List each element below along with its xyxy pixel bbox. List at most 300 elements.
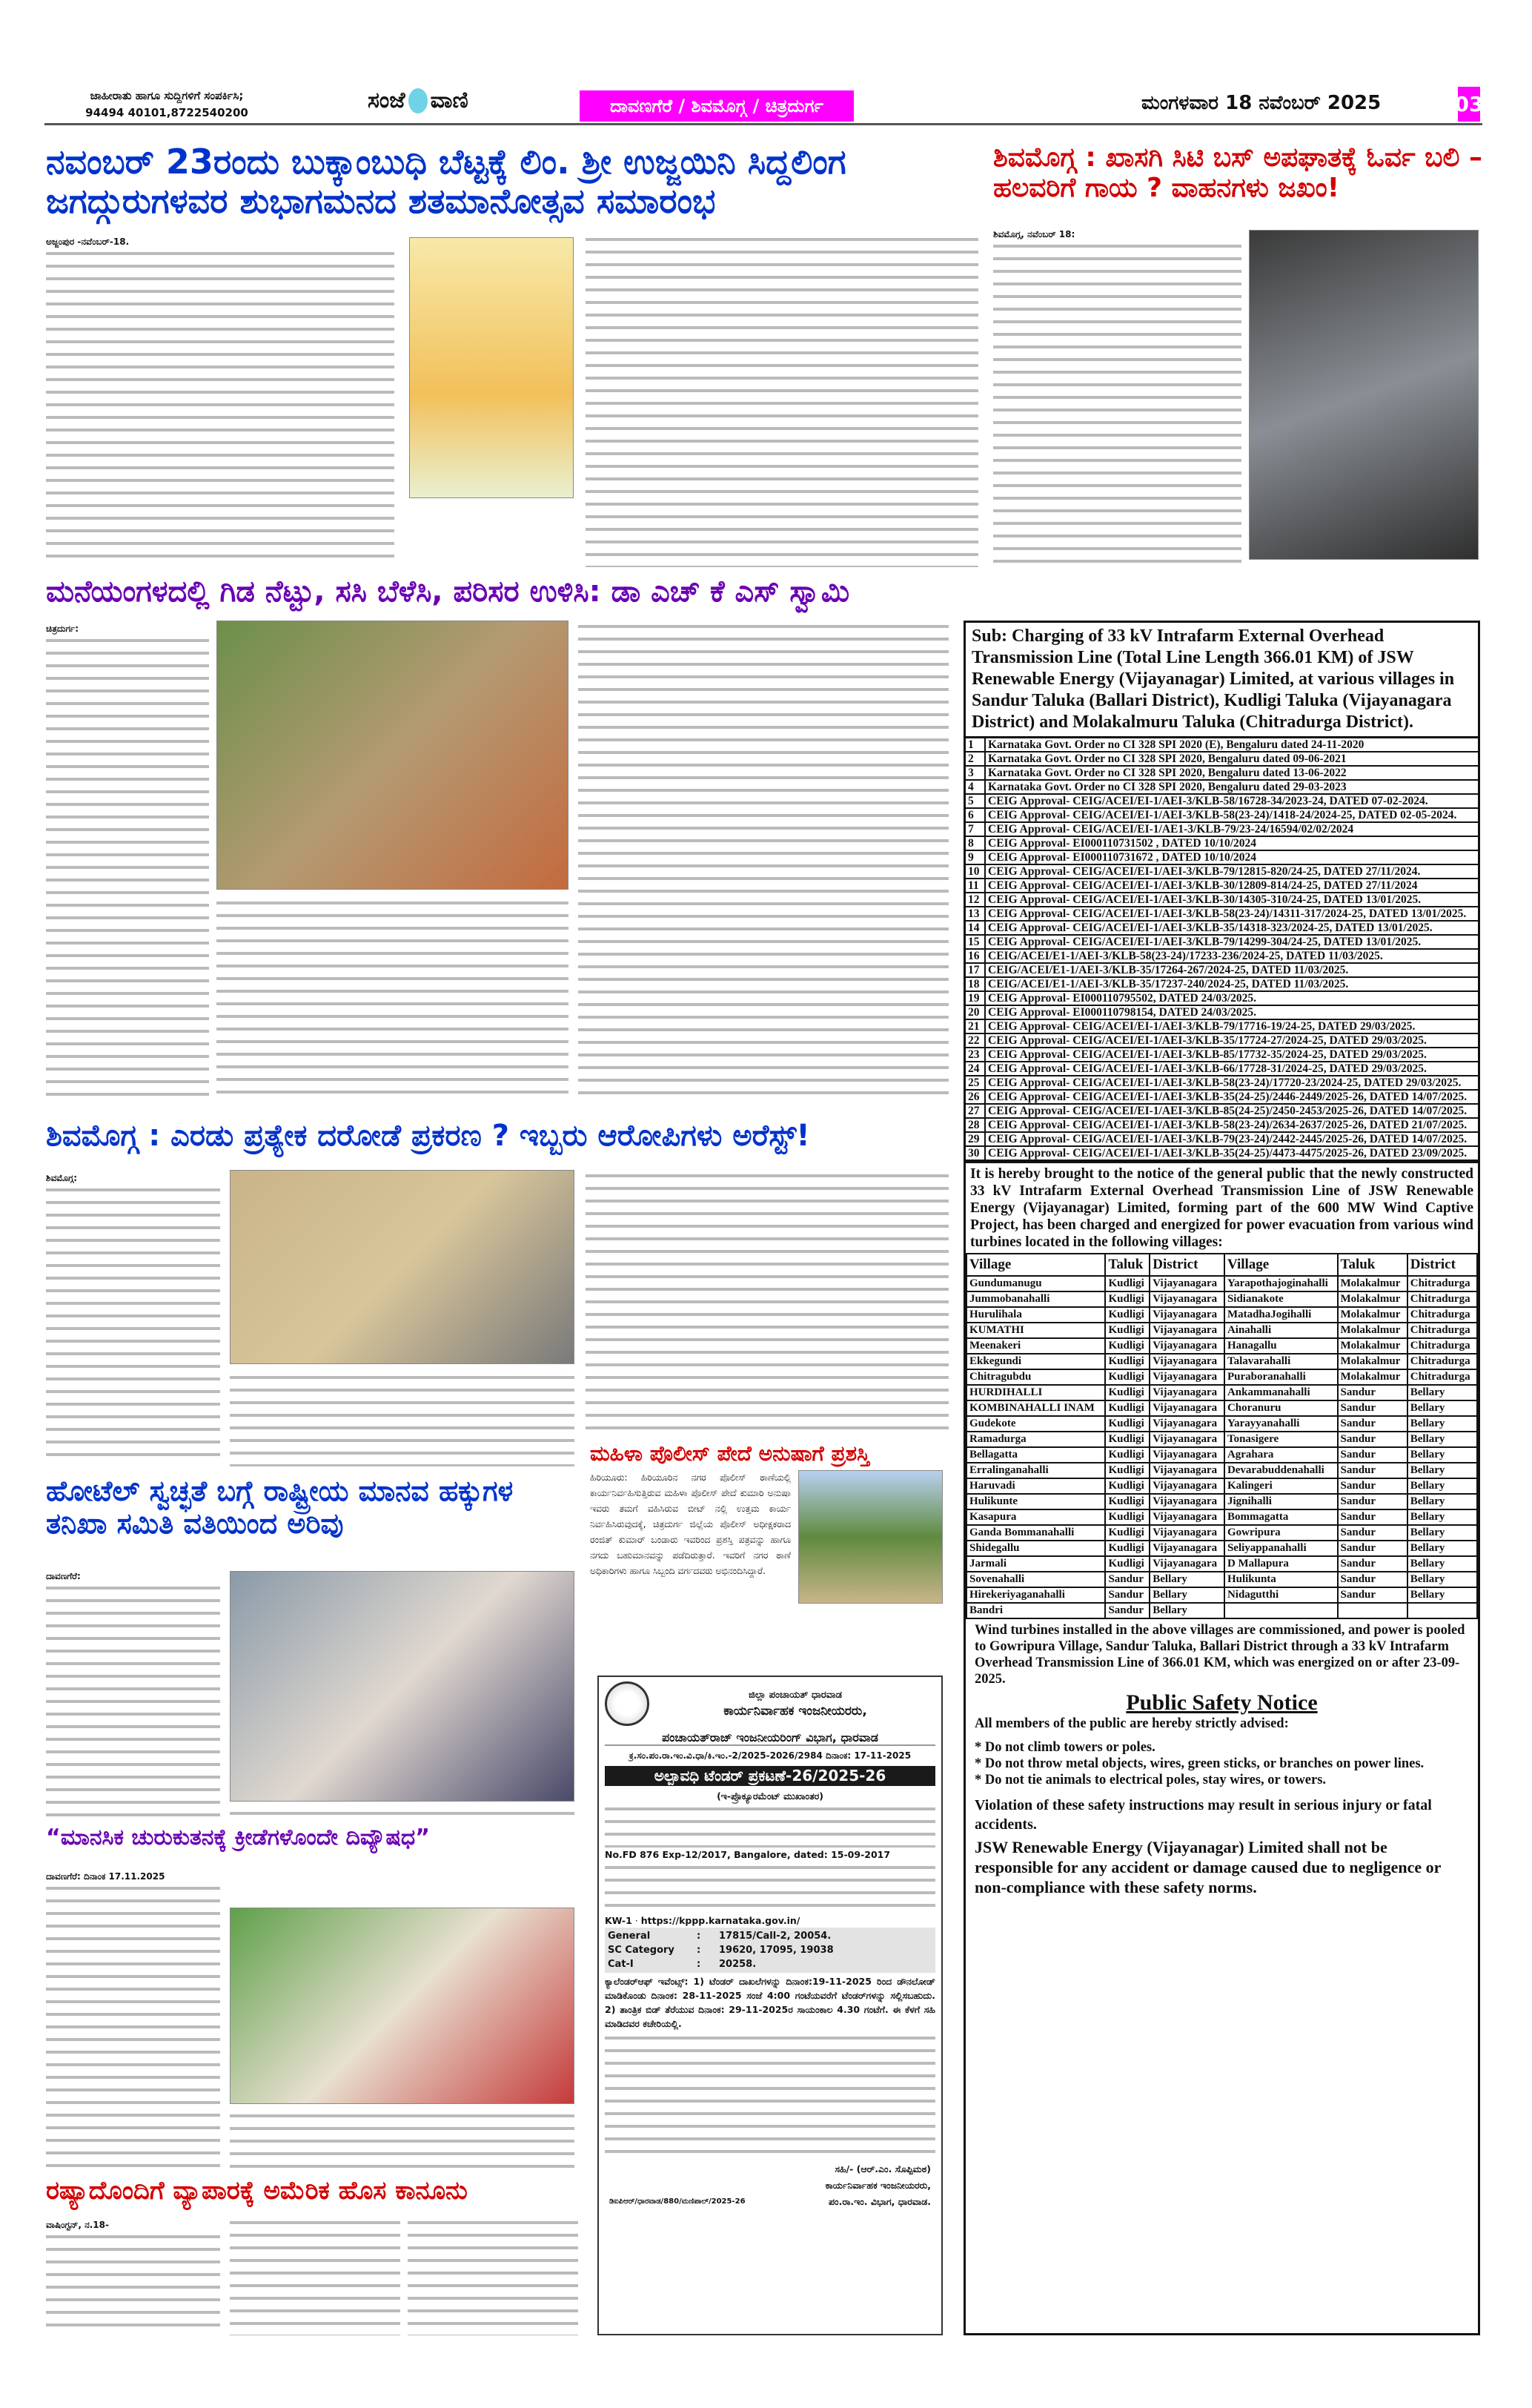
- village-cell: Shidegallu: [966, 1541, 1105, 1556]
- body-text: [230, 1807, 574, 1822]
- reference-number: 2: [966, 752, 985, 766]
- village-cell: Vijayanagara: [1150, 1354, 1224, 1369]
- reference-row: [966, 893, 1478, 907]
- police-photo: [230, 1170, 574, 1364]
- village-cell: Bellagatta: [966, 1447, 1105, 1463]
- headline-us-russia-law: ರಷ್ಯಾದೊಂದಿಗೆ ವ್ಯಾಪಾರಕ್ಕೆ ಅಮೆರಿಕ ಹೊಸ ಕಾನೂನು: [46, 2176, 468, 2206]
- reference-row: [966, 836, 1478, 850]
- reference-row: [966, 822, 1478, 836]
- violation-text: Violation of these safety instructions may result in serious injury or fatal accidents.: [975, 1797, 1432, 1833]
- village-cell: Kudligi: [1105, 1525, 1150, 1541]
- reference-number: 1: [966, 738, 985, 752]
- reference-number: 28: [966, 1118, 985, 1132]
- reference-number: 3: [966, 766, 985, 780]
- village-cell: Sandur: [1338, 1494, 1407, 1509]
- category-values: 19620, 17095, 19038: [719, 1945, 834, 1956]
- tender-title: ಅಲ್ಪಾವಧಿ ಟೆಂಡರ್ ಪ್ರಕಟಣೆ-26/2025-26: [605, 1766, 935, 1786]
- pooling-text: Wind turbines installed in the above villages are commissioned, and power is pooled to Gowripura Village, Sandur Taluka, Ballari District through a 33 kV Intrafarm Overhead Transmission Line of 366.01 KM, which was energized on or after 23-09-2025.: [975, 1623, 1465, 1687]
- headline-sports: “ಮಾನಸಿಕ ಚುರುಕುತನಕ್ಕೆ ಕ್ರೀಡೆಗಳೊಂದೇ ದಿವ್ಯೌಷಧ”: [46, 1825, 430, 1850]
- reference-number: 17: [966, 963, 985, 977]
- tender-body: No.FD 876 Exp-12/2017, Bangalore, dated: 15-09-2017 KW-1 · https://kppp.karnataka.gov.in/: [599, 1803, 941, 1928]
- village-row: [966, 1525, 1477, 1541]
- tender-calendar: ಕ್ಯಾಲೆಂಡರ್‌ಆಫ್ ಇವೆಂಟ್ಸ್: 1) ಟೆಂಡರ್ ದಾಖಲೆಗಳನ್ನು ದಿನಾಂಕ:19-11-2025 ರಿಂದ ಡೌನಲೋಡ್ ಮಾಡಿಕೊಂಡು ದಿನಾಂಕ: 28-11-2025 ಸಂಜೆ 4:00 ಗಂಟೆಯವರೆಗೆ ಟೆಂಡರ್‌ಗಳನ್ನು ಸಲ್ಲಿಸಬಹುದು. 2) ತಾಂತ್ರಿಕ ಬಿಡ್ ತೆರೆಯುವ ದಿನಾಂಕ: 29-11-2025ರ ಸಾಯಂಕಾಲ 4.30 ಗಂಟೆಗೆ. ಈ ಕೆಳಗೆ ಸಹಿ ಮಾಡಿದವರ ಕಚೇರಿಯಲ್ಲಿ.: [605, 1976, 935, 2029]
- reference-row: [966, 1033, 1478, 1048]
- reference-number: 24: [966, 1062, 985, 1076]
- tender-category-row: [608, 1929, 932, 1943]
- disclaimer-text: JSW Renewable Energy (Vijayanagar) Limited shall not be responsible for any accident or damage caused due to negligence or non-compliance with these safety norms.: [975, 1838, 1442, 1896]
- safety-rule: * Do not throw metal objects, wires, green sticks, or branches on power lines.: [975, 1756, 1425, 1771]
- village-cell: Vijayanagara: [1150, 1556, 1224, 1572]
- body-text: [993, 240, 1241, 566]
- village-cell: Vijayanagara: [1150, 1385, 1224, 1400]
- village-cell: Kudligi: [1105, 1354, 1150, 1369]
- reference-row: [966, 977, 1478, 991]
- village-cell: Nidagutthi: [1224, 1587, 1338, 1603]
- village-cell: Seliyappanahalli: [1224, 1541, 1338, 1556]
- reference-text: CEIG Approval- CEIG/ACEI/EI-1/AEI-3/KLB-35/17724-27/2024-25, DATED 29/03/2025.: [985, 1033, 1478, 1048]
- body-text: [605, 1803, 935, 1848]
- village-cell: Vijayanagara: [1150, 1478, 1224, 1494]
- village-row: [966, 1541, 1477, 1556]
- village-cell: Sandur: [1338, 1400, 1407, 1416]
- reference-row: [966, 794, 1478, 808]
- village-row: [966, 1385, 1477, 1400]
- village-cell: Molakalmur: [1338, 1338, 1407, 1354]
- reference-number: 15: [966, 935, 985, 949]
- body-text: [605, 1862, 935, 1914]
- village-cell: [1338, 1603, 1407, 1618]
- notice-subject: Sub: Charging of 33 kV Intrafarm External Overhead Transmission Line (Total Line Length 366.01 KM) of JSW Renewable Energy (Vijayanagar) Limited, at various villages in Sandur Taluka (Ballari District), Kudligi Taluka (Vijayanagara District) and Molakalmuru Taluka (Chitradurga District).: [966, 623, 1478, 738]
- reference-number: 5: [966, 794, 985, 808]
- reference-number: 8: [966, 836, 985, 850]
- village-cell: Kudligi: [1105, 1307, 1150, 1323]
- column-header: District: [1150, 1254, 1224, 1276]
- headline-bus-accident: ಶಿವಮೊಗ್ಗ : ಖಾಸಗಿ ಸಿಟಿ ಬಸ್ ಅಪಘಾತಕ್ಕೆ ಓರ್ವ ಬಲಿ – ಹಲವರಿಗೆ ಗಾಯ ? ವಾಹನಗಳು ಜಖಂ!: [993, 142, 1482, 204]
- village-cell: Chitradurga: [1407, 1323, 1477, 1338]
- reference-text: CEIG Approval- CEIG/ACEI/EI-1/AEI-3/KLB-35/14318-323/2024-25, DATED 13/01/2025.: [985, 921, 1478, 935]
- village-cell: Molakalmur: [1338, 1369, 1407, 1385]
- village-cell: Bommagatta: [1224, 1509, 1338, 1525]
- village-cell: Bellary: [1407, 1556, 1477, 1572]
- village-cell: Sandur: [1338, 1432, 1407, 1447]
- reference-row: [966, 808, 1478, 822]
- headline-police-award: ಮಹಿಳಾ ಪೊಲೀಸ್ ಪೇದೆ ಅನುಷಾಗೆ ಪ್ರಶಸ್ತಿ: [590, 1441, 870, 1466]
- village-cell: Bellary: [1407, 1463, 1477, 1478]
- village-cell: Vijayanagara: [1150, 1447, 1224, 1463]
- village-cell: Bellary: [1407, 1587, 1477, 1603]
- signatory: ಸಹಿ/- (ಆರ್.ಎಂ. ಸೊಪ್ಪಿಮಠ): [835, 2163, 931, 2174]
- body-text: [605, 2032, 935, 2158]
- village-cell: Bellary: [1407, 1541, 1477, 1556]
- reference-row: [966, 1118, 1478, 1132]
- village-cell: Sandur: [1105, 1572, 1150, 1587]
- village-row: [966, 1463, 1477, 1478]
- dateline: ದಾವಣಗೆರೆ:: [46, 1571, 81, 1581]
- village-cell: Sandur: [1338, 1525, 1407, 1541]
- article-sports-body: [46, 1868, 220, 2172]
- reference-text: CEIG Approval- EI000110795502, DATED 24/03/2025.: [985, 991, 1478, 1005]
- village-cell: Bellary: [1407, 1385, 1477, 1400]
- reference-text: CEIG Approval- CEIG/ACEI/EI-1/AEI-3/KLB-79/14299-304/24-25, DATED 13/01/2025.: [985, 935, 1478, 949]
- body-text: [46, 1582, 220, 1819]
- village-cell: Gowripura: [1224, 1525, 1338, 1541]
- village-cell: Bellary: [1407, 1478, 1477, 1494]
- village-cell: Meenakeri: [966, 1338, 1105, 1354]
- reference-row: [966, 963, 1478, 977]
- tender-categories: [605, 1928, 935, 1973]
- reference-text: CEIG Approval- EI000110731672 , DATED 10/10/2024: [985, 850, 1478, 864]
- village-cell: Kalingeri: [1224, 1478, 1338, 1494]
- body-text: [408, 2217, 578, 2335]
- body-text: [46, 248, 394, 566]
- village-cell: Vijayanagara: [1150, 1541, 1224, 1556]
- village-cell: Molakalmur: [1338, 1276, 1407, 1291]
- village-cell: Sandur: [1338, 1541, 1407, 1556]
- village-cell: Kudligi: [1105, 1447, 1150, 1463]
- village-cell: Gudekote: [966, 1416, 1105, 1432]
- article-bus-body: [993, 226, 1241, 567]
- award-photo: [798, 1470, 943, 1604]
- reference-number: 9: [966, 850, 985, 864]
- reference-text: CEIG Approval- CEIG/ACEI/EI-1/AEI-3/KLB-79/17716-19/24-25, DATED 29/03/2025.: [985, 1019, 1478, 1033]
- header-rule: [44, 123, 1482, 125]
- dateline: ದಾವಣಗೆರೆ: ದಿನಾಂಕ 17.11.2025: [46, 1871, 165, 1882]
- reference-number: 6: [966, 808, 985, 822]
- reference-row: [966, 949, 1478, 963]
- reference-text: CEIG Approval- CEIG/ACEI/EI-1/AEI-3/KLB-85(24-25)/2450-2453/2025-26, DATED 14/07/2025.: [985, 1104, 1478, 1118]
- section-banner: ದಾವಣಗೆರೆ / ಶಿವಮೊಗ್ಗ / ಚಿತ್ರದುರ್ಗ: [580, 90, 854, 122]
- village-cell: Kudligi: [1105, 1494, 1150, 1509]
- reference-number: 11: [966, 879, 985, 893]
- village-cell: Hulikunte: [966, 1494, 1105, 1509]
- village-cell: Bellary: [1407, 1447, 1477, 1463]
- village-cell: Vijayanagara: [1150, 1338, 1224, 1354]
- village-cell: Bellary: [1407, 1509, 1477, 1525]
- village-cell: Agrahara: [1224, 1447, 1338, 1463]
- event-poster-image: [409, 237, 574, 498]
- reference-text: CEIG Approval- CEIG/ACEI/EI-1/AEI-3/KLB-58(23-24)/17720-23/2024-25, DATED 29/03/2025.: [985, 1076, 1478, 1090]
- village-cell: Molakalmur: [1338, 1354, 1407, 1369]
- tender-category-row: [608, 1943, 932, 1957]
- reference-number: 10: [966, 864, 985, 879]
- village-cell: Talavarahalli: [1224, 1354, 1338, 1369]
- reference-text: CEIG Approval- EI000110798154, DATED 24/03/2025.: [985, 1005, 1478, 1019]
- column-header: District: [1407, 1254, 1477, 1276]
- village-cell: Vijayanagara: [1150, 1432, 1224, 1447]
- reference-number: 30: [966, 1146, 985, 1160]
- column-header: Taluk: [1105, 1254, 1150, 1276]
- reference-row: [966, 864, 1478, 879]
- reference-row: [966, 1076, 1478, 1090]
- reference-row: [966, 921, 1478, 935]
- tender-url[interactable]: https://kppp.karnataka.gov.in/: [640, 1915, 800, 1926]
- reference-text: CEIG Approval- CEIG/ACEI/EI-1/AEI-3/KLB-30/14305-310/24-25, DATED 13/01/2025.: [985, 893, 1478, 907]
- village-cell: Hulikunta: [1224, 1572, 1338, 1587]
- village-cell: D Mallapura: [1224, 1556, 1338, 1572]
- article-hotel-body: [46, 1568, 220, 1820]
- village-cell: Puraboranahalli: [1224, 1369, 1338, 1385]
- village-cell: Chitradurga: [1407, 1307, 1477, 1323]
- village-cell: Vijayanagara: [1150, 1276, 1224, 1291]
- headline-plant-trees: ಮನೆಯಂಗಳದಲ್ಲಿ ಗಿಡ ನೆಟ್ಟು, ಸಸಿ ಬೆಳೆಸಿ, ಪರಿಸರ ಉಳಿಸಿ: ಡಾ ಎಚ್ ಕೆ ಎಸ್ ಸ್ವಾಮಿ: [46, 575, 850, 609]
- village-cell: Ainahalli: [1224, 1323, 1338, 1338]
- village-cell: Sandur: [1338, 1556, 1407, 1572]
- village-cell: Kudligi: [1105, 1369, 1150, 1385]
- village-cell: Haruvadi: [966, 1478, 1105, 1494]
- dateline: ಅಜ್ಜಂಪುರ -ನವೆಂಬರ್-18.: [46, 236, 130, 247]
- reference-number: 7: [966, 822, 985, 836]
- village-cell: Vijayanagara: [1150, 1494, 1224, 1509]
- reference-text: CEIG Approval- CEIG/ACEI/EI-1/AEI-3/KLB-58/16728-34/2023-24, DATED 07-02-2024.: [985, 794, 1478, 808]
- village-row: [966, 1276, 1477, 1291]
- village-cell: Sandur: [1105, 1587, 1150, 1603]
- village-cell: Molakalmur: [1338, 1307, 1407, 1323]
- body-text: ಹಿರಿಯೂರು: ಹಿರಿಯೂರಿನ ನಗರ ಪೊಲೀಸ್ ಠಾಣೆಯಲ್ಲಿ ಕಾರ್ಯನಿರ್ವಹಿಸುತ್ತಿರುವ ಮಹಿಳಾ ಪೊಲೀಸ್ ಪೇದೆ ಕುಮಾರಿ ಅನುಷಾ ಇವರು ತಮಗೆ ವಹಿಸಿರುವ ಬೀಟ್ ನಲ್ಲಿ ಉತ್ತಮ ಕಾರ್ಯ ನಿರ್ವಹಿಸಿರುವುದಕ್ಕೆ, ಚಿತ್ರದುರ್ಗ ಜಿಲ್ಲೆಯ ಪೊಲೀಸ್ ಅಧೀಕ್ಷಕರಾದ ರಂಜಿತ್ ಕುಮಾರ್ ಬಂಡಾರು ಇವರಿಂದ ಪ್ರಶಸ್ತಿ ಪತ್ರವನ್ನು ಹಾಗೂ ನಗದು ಬಹುಮಾನವನ್ನು ಪಡೆದಿರುತ್ತಾರೆ. ಇವರಿಗೆ ನಗರ ಠಾಣೆ ಅಧಿಕಾರಿಗಳು ಹಾಗೂ ಸಿಬ್ಬಂದಿ ವರ್ಗದವರು ಅಭಿನಂದಿಸಿದ್ದಾರೆ.: [590, 1472, 791, 1577]
- issue-date: ಮಂಗಳವಾರ 18 ನವೆಂಬರ್ 2025: [1141, 92, 1382, 114]
- village-row: [966, 1572, 1477, 1587]
- category-values: 20258.: [719, 1959, 757, 1970]
- safety-rule: * Do not tie animals to electrical poles, stay wires, or towers.: [975, 1773, 1327, 1787]
- village-cell: Bellary: [1150, 1603, 1224, 1618]
- village-cell: [1407, 1603, 1477, 1618]
- reference-text: CEIG Approval- EI000110731502 , DATED 10/10/2024: [985, 836, 1478, 850]
- reference-text: CEIG Approval- CEIG/ACEI/EI-1/AEI-3/KLB-35(24-25)/4473-4475/2025-26, DATED 23/09/2025.: [985, 1146, 1478, 1160]
- logo-right: ವಾಣಿ: [430, 87, 468, 113]
- reference-number: 14: [966, 921, 985, 935]
- village-cell: Ekkegundi: [966, 1354, 1105, 1369]
- reference-row: [966, 1048, 1478, 1062]
- village-row: [966, 1338, 1477, 1354]
- category-values: 17815/Call-2, 20054.: [719, 1931, 832, 1942]
- reference-number: 20: [966, 1005, 985, 1019]
- village-cell: Bellary: [1407, 1525, 1477, 1541]
- separator: :: [697, 1959, 701, 1970]
- village-cell: Hurulihala: [966, 1307, 1105, 1323]
- village-cell: Sandur: [1338, 1572, 1407, 1587]
- signatory-title: ಕಾರ್ಯನಿರ್ವಾಹಕ ಇಂಜನೀಯರರು,: [825, 2180, 931, 2191]
- advised-text: All members of the public are hereby strictly advised:: [975, 1716, 1289, 1731]
- article-police-award: [590, 1442, 943, 1607]
- village-cell: Vijayanagara: [1150, 1416, 1224, 1432]
- village-row: [966, 1587, 1477, 1603]
- reference-text: CEIG/ACEI/E1-1/AEI-3/KLB-58(23-24)/17233-236/2024-25, DATED 11/03/2025.: [985, 949, 1478, 963]
- body-text: [586, 234, 978, 567]
- tender-subtitle: (ಇ-ಪ್ರೊಕ್ಯೂರಮೆಂಟ್ ಮುಖಾಂತರ): [717, 1790, 823, 1802]
- reference-number: 27: [966, 1104, 985, 1118]
- tender-document: KW-1: [605, 1915, 632, 1926]
- village-row: [966, 1323, 1477, 1338]
- reference-text: CEIG/ACEI/E1-1/AEI-3/KLB-35/17237-240/2024-25, DATED 11/03/2025.: [985, 977, 1478, 991]
- village-cell: Kudligi: [1105, 1432, 1150, 1447]
- tender-department: ಪಂಚಾಯತ್‌ರಾಜ್ ಇಂಜನೀಯರಿಂಗ್ ವಿಭಾಗ, ಧಾರವಾಡ: [605, 1730, 935, 1746]
- village-cell: Vijayanagara: [1150, 1323, 1224, 1338]
- reference-number: 21: [966, 1019, 985, 1033]
- village-row: [966, 1354, 1477, 1369]
- article-police-award-body: [590, 1470, 943, 1579]
- headline-centenary: ನವಂಬರ್ 23ರಂದು ಬುಕ್ಕಾಂಬುಧಿ ಬೆಟ್ಟಕ್ಕೆ ಲಿಂ. ಶ್ರೀ ಉಜ್ಜಯಿನಿ ಸಿದ್ದಲಿಂಗ ಜಗದ್ಗುರುಗಳವರ ಶುಭಾಗಮನದ ಶತಮಾನೋತ್ಸವ ಸಮಾರಂಭ: [46, 142, 846, 221]
- village-cell: Kudligi: [1105, 1541, 1150, 1556]
- village-row: [966, 1556, 1477, 1572]
- article-us-body: [46, 2217, 220, 2335]
- village-cell: Sandur: [1338, 1509, 1407, 1525]
- notice-intro: It is hereby brought to the notice of the general public that the newly constructed 33 kV Intrafarm External Overhead Transmission Line of JSW Renewable Energy (Vijayanagar) Limited, forming part of the 600 MW Wind Captive Project, has been charged and energized for power evacuation from various wind turbines located in the following villages:: [966, 1161, 1478, 1253]
- village-cell: Kudligi: [1105, 1416, 1150, 1432]
- reference-text: Karnataka Govt. Order no CI 328 SPI 2020, Bengaluru dated 13-06-2022: [985, 766, 1478, 780]
- village-cell: Molakalmur: [1338, 1323, 1407, 1338]
- reference-text: Karnataka Govt. Order no CI 328 SPI 2020, Bengaluru dated 29-03-2023: [985, 780, 1478, 794]
- reference-row: [966, 991, 1478, 1005]
- reference-row: [966, 766, 1478, 780]
- village-row: [966, 1603, 1477, 1618]
- reference-text: CEIG Approval- CEIG/ACEI/EI-1/AEI-3/KLB-79/12815-820/24-25, DATED 27/11/2024.: [985, 864, 1478, 879]
- village-cell: Sandur: [1338, 1447, 1407, 1463]
- reference-text: CEIG Approval- CEIG/ACEI/EI-1/AEI-3/KLB-79(23-24)/2442-2445/2025-26, DATED 14/07/2025.: [985, 1132, 1478, 1146]
- village-cell: Yarayyanahalli: [1224, 1416, 1338, 1432]
- village-cell: Kudligi: [1105, 1276, 1150, 1291]
- headline-hotel-hygiene: ಹೋಟೆಲ್ ಸ್ವಚ್ಛತೆ ಬಗ್ಗೆ ರಾಷ್ಟ್ರೀಯ ಮಾನವ ಹಕ್ಕುಗಳ ತನಿಖಾ ಸಮಿತಿ ವತಿಯಿಂದ ಅರಿವು: [46, 1475, 514, 1540]
- dipr-code: ಡಿಐಪಿಆರ್/ಧಾರವಾಡ/880/ಮಣಿಪಾಲ್/2025-26: [609, 2197, 746, 2206]
- reference-row: [966, 1146, 1478, 1160]
- village-row: [966, 1478, 1477, 1494]
- village-cell: Sandur: [1105, 1603, 1150, 1618]
- village-row: [966, 1307, 1477, 1323]
- village-cell: Chitradurga: [1407, 1369, 1477, 1385]
- body-text: [578, 621, 949, 1102]
- accident-photo: [1249, 230, 1479, 560]
- village-cell: Chitradurga: [1407, 1276, 1477, 1291]
- reference-number: 19: [966, 991, 985, 1005]
- reference-row: [966, 752, 1478, 766]
- village-cell: Bellary: [1407, 1572, 1477, 1587]
- village-cell: Gundumanugu: [966, 1276, 1105, 1291]
- reference-row: [966, 780, 1478, 794]
- village-cell: Chitradurga: [1407, 1291, 1477, 1307]
- body-text: [230, 2217, 400, 2335]
- village-cell: Vijayanagara: [1150, 1400, 1224, 1416]
- dateline: ಚಿತ್ರದುರ್ಗ:: [46, 624, 79, 634]
- reference-row: [966, 1132, 1478, 1146]
- village-cell: Sandur: [1338, 1587, 1407, 1603]
- village-cell: Kudligi: [1105, 1463, 1150, 1478]
- reference-number: 18: [966, 977, 985, 991]
- village-cell: Kudligi: [1105, 1556, 1150, 1572]
- body-text: [230, 2110, 574, 2172]
- sports-event-photo: [230, 1908, 574, 2104]
- village-cell: Choranuru: [1224, 1400, 1338, 1416]
- village-cell: [1224, 1603, 1338, 1618]
- village-row: [966, 1369, 1477, 1385]
- body-text: [216, 897, 568, 1103]
- reference-row: [966, 1062, 1478, 1076]
- village-cell: Kasapura: [966, 1509, 1105, 1525]
- village-cell: KUMATHI: [966, 1323, 1105, 1338]
- village-cell: Bellary: [1150, 1587, 1224, 1603]
- separator: :: [697, 1931, 701, 1942]
- village-cell: Bellary: [1407, 1416, 1477, 1432]
- village-cell: KOMBINAHALLI INAM: [966, 1400, 1105, 1416]
- village-cell: Jarmali: [966, 1556, 1105, 1572]
- village-cell: Kudligi: [1105, 1478, 1150, 1494]
- signatory-office: ಪಂ.ರಾ.ಇಂ. ವಿಭಾಗ, ಧಾರವಾಡ.: [829, 2196, 931, 2207]
- reference-text: CEIG Approval- CEIG/ACEI/EI-1/AEI-3/KLB-58(23-24)/2634-2637/2025-26, DATED 21/07/2025.: [985, 1118, 1478, 1132]
- reference-text: CEIG Approval- CEIG/ACEI/EI-1/AEI-3/KLB-58(23-24)/14311-317/2024-25, DATED 13/01/2025.: [985, 907, 1478, 921]
- headline-robbery: ಶಿವಮೊಗ್ಗ : ಎರಡು ಪ್ರತ್ಯೇಕ ದರೋಡೆ ಪ್ರಕರಣ ? ಇಬ್ಬರು ಆರೋಪಿಗಳು ಅರೆಸ್ಟ್!: [46, 1119, 810, 1153]
- village-cell: Vijayanagara: [1150, 1463, 1224, 1478]
- village-cell: Kudligi: [1105, 1509, 1150, 1525]
- reference-text: Karnataka Govt. Order no CI 328 SPI 2020, Bengaluru dated 09-06-2021: [985, 752, 1478, 766]
- article-centenary-body: [46, 234, 394, 567]
- village-cell: Sandur: [1338, 1463, 1407, 1478]
- village-cell: Kudligi: [1105, 1291, 1150, 1307]
- reference-text: CEIG Approval- CEIG/ACEI/EI-1/AEI-3/KLB-58(23-24)/1418-24/2024-25, DATED 02-05-2024.: [985, 808, 1478, 822]
- reference-text: CEIG Approval- CEIG/ACEI/EI-1/AEI-3/KLB-66/17728-31/2024-25, DATED 29/03/2025.: [985, 1062, 1478, 1076]
- globe-icon: [408, 88, 428, 113]
- village-cell: Bellary: [1407, 1432, 1477, 1447]
- logo-left: ಸಂಜೆ: [368, 87, 405, 113]
- contact-info: [67, 87, 267, 122]
- reference-number: 23: [966, 1048, 985, 1062]
- reference-row: [966, 1019, 1478, 1033]
- village-cell: Bellary: [1407, 1400, 1477, 1416]
- column-header: Village: [966, 1254, 1105, 1276]
- reference-row: [966, 850, 1478, 864]
- village-cell: Erralinganahalli: [966, 1463, 1105, 1478]
- safety-title: Public Safety Notice: [1126, 1690, 1318, 1715]
- village-row: [966, 1400, 1477, 1416]
- body-text: [230, 1372, 574, 1466]
- reference-number: 13: [966, 907, 985, 921]
- village-cell: Chitragubdu: [966, 1369, 1105, 1385]
- village-cell: Kudligi: [1105, 1338, 1150, 1354]
- village-cell: Vijayanagara: [1150, 1307, 1224, 1323]
- village-row: [966, 1447, 1477, 1463]
- village-cell: Sandur: [1338, 1416, 1407, 1432]
- village-cell: MatadhaJogihalli: [1224, 1307, 1338, 1323]
- body-text: [586, 1170, 949, 1433]
- village-cell: HURDIHALLI: [966, 1385, 1105, 1400]
- village-cell: Vijayanagara: [1150, 1369, 1224, 1385]
- dateline: ವಾಷಿಂಗ್ಟನ್, ನ.18-: [46, 2220, 109, 2230]
- village-cell: Ankammanahalli: [1224, 1385, 1338, 1400]
- village-cell: Bellary: [1407, 1494, 1477, 1509]
- village-row: [966, 1509, 1477, 1525]
- reference-number: 29: [966, 1132, 985, 1146]
- reference-text: CEIG Approval- CEIG/ACEI/EI-1/AEI-3/KLB-35(24-25)/2446-2449/2025-26, DATED 14/07/2025.: [985, 1090, 1478, 1104]
- reference-row: [966, 1005, 1478, 1019]
- page-number: 03: [1458, 87, 1480, 122]
- village-cell: Ramadurga: [966, 1432, 1105, 1447]
- village-cell: Jignihalli: [1224, 1494, 1338, 1509]
- reference-number: 4: [966, 780, 985, 794]
- tender-office: ಕಾರ್ಯನಿರ್ವಾಹಕ ಇಂಜನೀಯರರು,: [723, 1703, 867, 1719]
- reference-row: [966, 907, 1478, 921]
- village-row: [966, 1432, 1477, 1447]
- government-order: No.FD 876 Exp-12/2017, Bangalore, dated: 15-09-2017: [605, 1849, 891, 1860]
- body-text: [46, 2231, 220, 2335]
- reference-text: CEIG/ACEI/E1-1/AEI-3/KLB-35/17264-267/2024-25, DATED 11/03/2025.: [985, 963, 1478, 977]
- reference-text: CEIG Approval- CEIG/ACEI/EI-1/AEI-3/KLB-85/17732-35/2024-25, DATED 29/03/2025.: [985, 1048, 1478, 1062]
- village-cell: Kudligi: [1105, 1385, 1150, 1400]
- reference-number: 22: [966, 1033, 985, 1048]
- village-cell: Molakalmur: [1338, 1291, 1407, 1307]
- body-text: [46, 635, 209, 1102]
- category-name: General: [608, 1931, 651, 1942]
- village-cell: Chitradurga: [1407, 1338, 1477, 1354]
- tender-notice: [597, 1676, 943, 2335]
- body-text: [46, 1882, 220, 2172]
- category-name: SC Category: [608, 1945, 674, 1956]
- karnataka-emblem-icon: [605, 1681, 649, 1726]
